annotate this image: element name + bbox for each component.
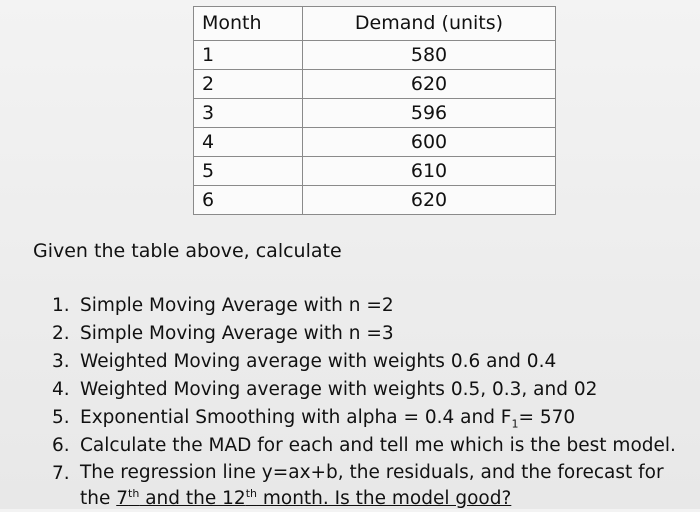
month-cell: 4 (194, 128, 303, 157)
list-text (80, 404, 575, 432)
list-item (52, 404, 692, 432)
list-number: 4. (52, 379, 70, 400)
demand-cell: 620 (303, 70, 556, 99)
list-item (52, 348, 692, 376)
table-row (194, 70, 556, 99)
month-cell: 1 (194, 41, 303, 70)
demand-cell: 610 (303, 157, 556, 186)
list-item (52, 460, 692, 512)
superscript: th (245, 486, 257, 500)
demand-table (193, 6, 556, 215)
header-demand: Demand (units) (303, 7, 556, 41)
list-text-part: Exponential Smoothing with alpha = 0.4 and F (80, 407, 512, 428)
list-text: Weighted Moving average with weights 0.5, 0.3, and 02 (80, 379, 598, 400)
table-row (194, 186, 556, 215)
demand-cell: 580 (303, 41, 556, 70)
superscript: th (128, 486, 140, 500)
list-number: 2. (52, 323, 70, 344)
header-month: Month (194, 7, 303, 41)
list-number: 7. (52, 463, 70, 484)
list-text: Simple Moving Average with n =2 (80, 295, 394, 316)
demand-cell: 620 (303, 186, 556, 215)
demand-cell: 596 (303, 99, 556, 128)
list-item (52, 292, 692, 320)
list-text (80, 460, 680, 512)
list-number: 1. (52, 295, 70, 316)
question-list (52, 292, 692, 512)
underlined-text (116, 488, 511, 509)
list-text: Calculate the MAD for each and tell me which is the best model. (80, 435, 676, 456)
table-row (194, 128, 556, 157)
list-item (52, 320, 692, 348)
month-cell: 6 (194, 186, 303, 215)
month-cell: 3 (194, 99, 303, 128)
list-number: 6. (52, 435, 70, 456)
list-text-part: 7 (116, 488, 129, 509)
list-text: Simple Moving Average with n =3 (80, 323, 394, 344)
subscript: 1 (511, 417, 519, 431)
table-row (194, 41, 556, 70)
table-header-row (194, 7, 556, 41)
list-text-part: = 570 (518, 407, 576, 428)
demand-cell: 600 (303, 128, 556, 157)
list-text-part: month. Is the model good? (256, 488, 512, 509)
list-item (52, 432, 692, 460)
table-row (194, 157, 556, 186)
list-number: 5. (52, 407, 70, 428)
list-text-part: The regression line y=ax+b, the residuals, and the forecast for the (80, 462, 664, 509)
table-row (194, 99, 556, 128)
month-cell: 2 (194, 70, 303, 99)
month-cell: 5 (194, 157, 303, 186)
list-text-part: and the 12 (139, 488, 246, 509)
list-text: Weighted Moving average with weights 0.6 and 0.4 (80, 351, 557, 372)
list-item (52, 376, 692, 404)
list-number: 3. (52, 351, 70, 372)
intro-text: Given the table above, calculate (33, 240, 342, 262)
